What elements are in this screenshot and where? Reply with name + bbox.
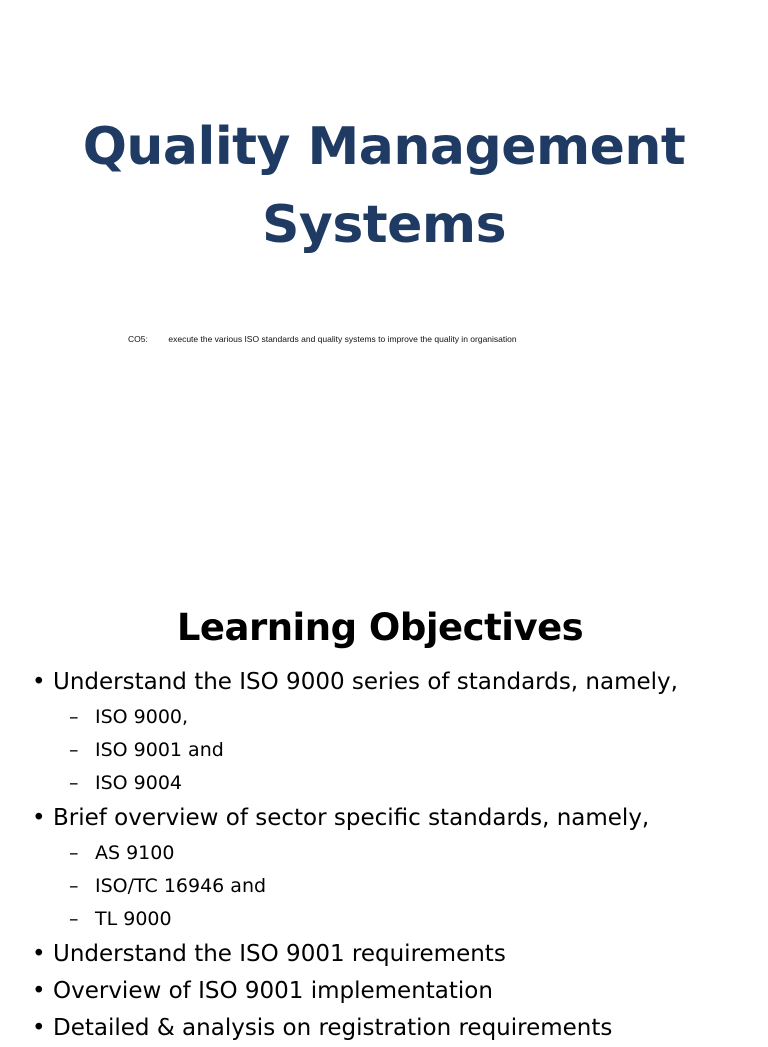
objective-text: Understand the ISO 9001 requirements xyxy=(53,941,506,967)
sub-objective-text: ISO 9001 and xyxy=(95,739,224,761)
dash-marker: – xyxy=(69,842,79,864)
objective-text: Overview of ISO 9001 implementation xyxy=(53,978,493,1004)
dash-marker: – xyxy=(69,706,79,728)
sub-objective-text: ISO 9004 xyxy=(95,772,183,794)
objective-item xyxy=(32,973,762,1010)
slide-title: Quality Management Systems xyxy=(82,117,686,255)
course-outcome-label: CO5: xyxy=(128,334,148,344)
course-outcome-text: execute the various ISO standards and quality systems to improve the quality in organisation xyxy=(168,334,517,344)
objective-item xyxy=(32,800,762,936)
objectives-list xyxy=(32,664,762,1047)
objective-item xyxy=(32,664,762,800)
sub-objective-item xyxy=(53,870,762,903)
sub-objective-text: ISO 9000, xyxy=(95,706,189,728)
sub-objective-list xyxy=(53,701,762,800)
dash-marker: – xyxy=(69,772,79,794)
sub-objective-item xyxy=(53,837,762,870)
sub-objective-text: TL 9000 xyxy=(95,908,172,930)
sub-objective-item xyxy=(53,767,762,800)
objective-text: Detailed & analysis on registration requirements xyxy=(53,1015,613,1041)
objective-text: Brief overview of sector specific standards, namely, xyxy=(53,805,650,831)
bullet-marker: • xyxy=(32,805,46,831)
sub-objective-list xyxy=(53,837,762,936)
dash-marker: – xyxy=(69,908,79,930)
sub-objective-text: ISO/TC 16946 and xyxy=(95,875,267,897)
bullet-marker: • xyxy=(32,669,46,695)
sub-objective-item xyxy=(53,903,762,936)
bullet-marker: • xyxy=(32,941,46,967)
objective-item xyxy=(32,936,762,973)
sub-objective-text: AS 9100 xyxy=(95,842,175,864)
objective-text: Understand the ISO 9000 series of standards, namely, xyxy=(53,669,678,695)
dash-marker: – xyxy=(69,739,79,761)
objectives-title: Learning Objectives xyxy=(176,606,584,649)
course-outcome xyxy=(128,334,517,344)
sub-objective-item xyxy=(53,734,762,767)
bullet-marker: • xyxy=(32,978,46,1004)
bullet-marker: • xyxy=(32,1015,46,1041)
sub-objective-item xyxy=(53,701,762,734)
objective-item xyxy=(32,1010,762,1047)
objectives-slide xyxy=(0,560,768,1041)
dash-marker: – xyxy=(69,875,79,897)
